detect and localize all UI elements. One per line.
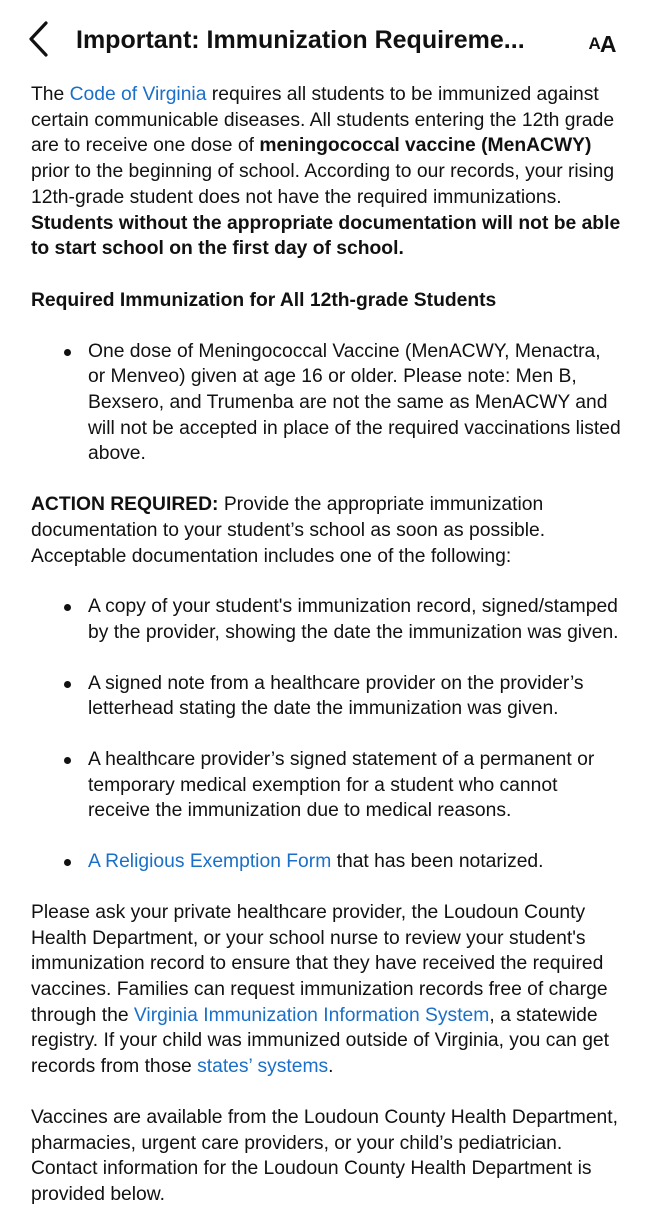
list-item: A copy of your student's immunization record, signed/stamped by the provider, showing the date the immunization was given. bbox=[31, 594, 623, 645]
list-item: One dose of Meningococcal Vaccine (MenACWY, Menactra, or Menveo) given at age 16 or older. Please note: Men B, Bexsero, and Trumenba are not the same as MenACWY and will not be accepted in place of the required vaccinations listed above. bbox=[31, 339, 623, 468]
nav-bar bbox=[0, 0, 648, 80]
chevron-left-icon bbox=[27, 20, 49, 58]
action-label: ACTION REQUIRED: bbox=[31, 494, 219, 516]
text-size-small-icon: A bbox=[588, 34, 600, 53]
intro-text-3: prior to the beginning of school. According to our records, your rising 12th-grade student does not have the required immunizations. bbox=[31, 161, 615, 208]
religious-exemption-form-link[interactable]: A Religious Exemption Form bbox=[88, 851, 332, 873]
viis-link[interactable]: Virginia Immunization Information System bbox=[133, 1004, 490, 1026]
list-item: A signed note from a healthcare provider on the provider’s letterhead stating the date the immunization was given. bbox=[31, 671, 623, 722]
documentation-list bbox=[31, 594, 623, 875]
list-item-text: that has been notarized. bbox=[331, 851, 544, 873]
records-text-1: Please ask your private healthcare provider, the Loudoun County Health Department, or your school nurse to review your student's immunization record to ensure that they have received the required vaccines. Families can request immunization records free of charge through the bbox=[31, 901, 608, 1026]
page-title: Important: Immunization Requireme... bbox=[76, 26, 525, 54]
intro-text-1: The bbox=[31, 84, 70, 105]
vaccines-paragraph: Vaccines are available from the Loudoun County Health Department, pharmacies, urgent care providers, or your child’s pediatrician. Contact information for the Loudoun County Health Department is provided below. bbox=[31, 1106, 618, 1205]
text-size-large-icon: A bbox=[599, 31, 616, 57]
article-body bbox=[31, 80, 623, 1208]
warning-text: Students without the appropriate documentation will not be able to start school on the first day of school. bbox=[31, 212, 621, 260]
back-button[interactable] bbox=[18, 18, 58, 60]
vaccine-name: meningococcal vaccine (MenACWY) bbox=[259, 135, 592, 157]
action-paragraph bbox=[31, 492, 623, 569]
code-of-virginia-link[interactable]: Code of Virginia bbox=[69, 84, 207, 105]
records-paragraph bbox=[31, 900, 623, 1080]
list-item bbox=[31, 849, 623, 875]
states-systems-link[interactable]: states’ systems bbox=[197, 1056, 329, 1078]
text-size-button[interactable] bbox=[582, 22, 622, 58]
required-list bbox=[31, 339, 623, 468]
list-item: A healthcare provider’s signed statement of a permanent or temporary medical exemption for a student who cannot receive the immunization due to medical reasons. bbox=[31, 747, 623, 824]
records-text-3: . bbox=[328, 1056, 334, 1078]
action-text: Provide the appropriate immunization documentation to your student’s school as soon as possible. Acceptable documentation includes one of the following: bbox=[31, 494, 546, 567]
records-text-2: , a statewide registry. If your child was immunized outside of Virginia, you can get records from those bbox=[31, 1004, 609, 1078]
required-heading: Required Immunization for All 12th-grade Students bbox=[31, 289, 497, 311]
intro-text-2: requires all students to be immunized against certain communicable diseases. All students entering the 12th grade are to receive one dose of bbox=[31, 84, 615, 157]
intro-paragraph bbox=[31, 82, 623, 262]
